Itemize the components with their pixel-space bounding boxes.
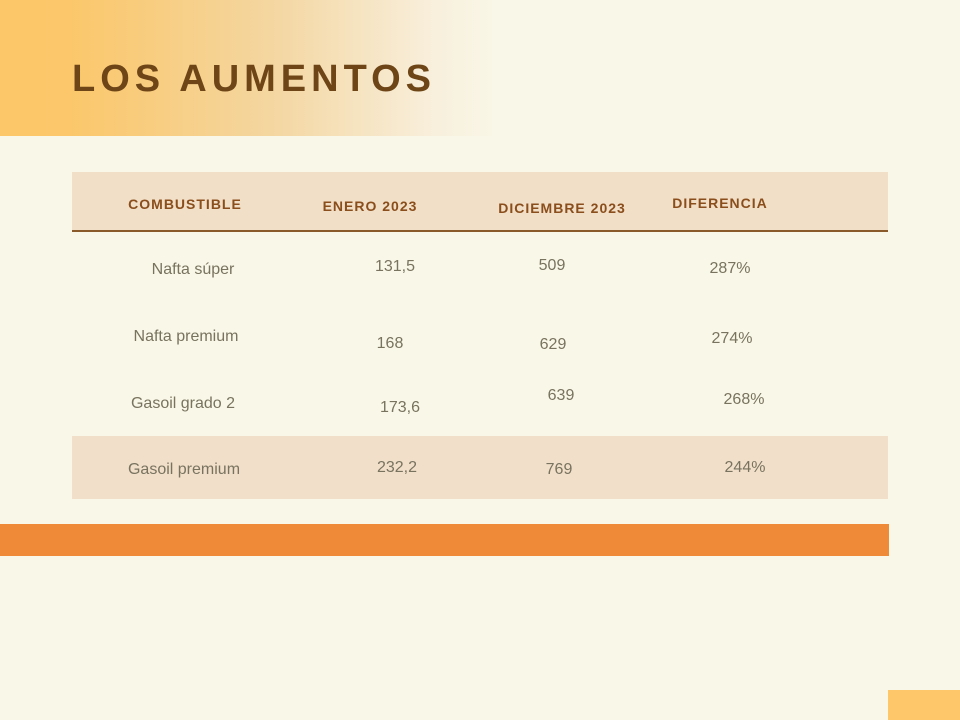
- column-header-diferencia: DIFERENCIA: [672, 195, 768, 211]
- column-header-enero-2023: ENERO 2023: [322, 198, 418, 214]
- table-header-row: [72, 172, 888, 232]
- table-row-nafta-premium: [72, 300, 888, 368]
- column-header-diciembre-2023: DICIEMBRE 2023: [498, 200, 626, 216]
- cell-diferencia-value: 274%: [711, 330, 753, 347]
- cell-fuel-name: Gasoil grado 2: [130, 395, 236, 412]
- cell-diferencia-value: 287%: [709, 260, 751, 277]
- accent-divider-bar: [0, 524, 889, 556]
- cell-enero-value: 131,5: [374, 258, 416, 275]
- cell-fuel-name: Gasoil premium: [127, 460, 241, 478]
- cell-enero-value: 168: [376, 335, 404, 352]
- cell-diferencia-value: 268%: [723, 391, 765, 408]
- cell-diciembre-value: 629: [539, 336, 567, 353]
- table-row-gasoil-premium-highlighted: [72, 436, 888, 499]
- corner-accent-block: [888, 690, 960, 720]
- cell-diciembre-value: 509: [538, 257, 566, 274]
- cell-diferencia-value: 244%: [724, 458, 766, 476]
- cell-enero-value: 232,2: [376, 458, 418, 476]
- page-title: LOS AUMENTOS: [72, 58, 437, 100]
- cell-diciembre-value: 769: [545, 460, 573, 478]
- column-header-combustible: COMBUSTIBLE: [128, 196, 242, 212]
- fuel-price-table: [72, 172, 888, 499]
- table-row-gasoil-grado-2: [72, 368, 888, 436]
- cell-fuel-name: Nafta súper: [151, 261, 235, 278]
- table-row-nafta-super: [72, 232, 888, 300]
- cell-enero-value: 173,6: [379, 399, 421, 416]
- cell-fuel-name: Nafta premium: [133, 328, 239, 345]
- cell-diciembre-value: 639: [547, 387, 575, 404]
